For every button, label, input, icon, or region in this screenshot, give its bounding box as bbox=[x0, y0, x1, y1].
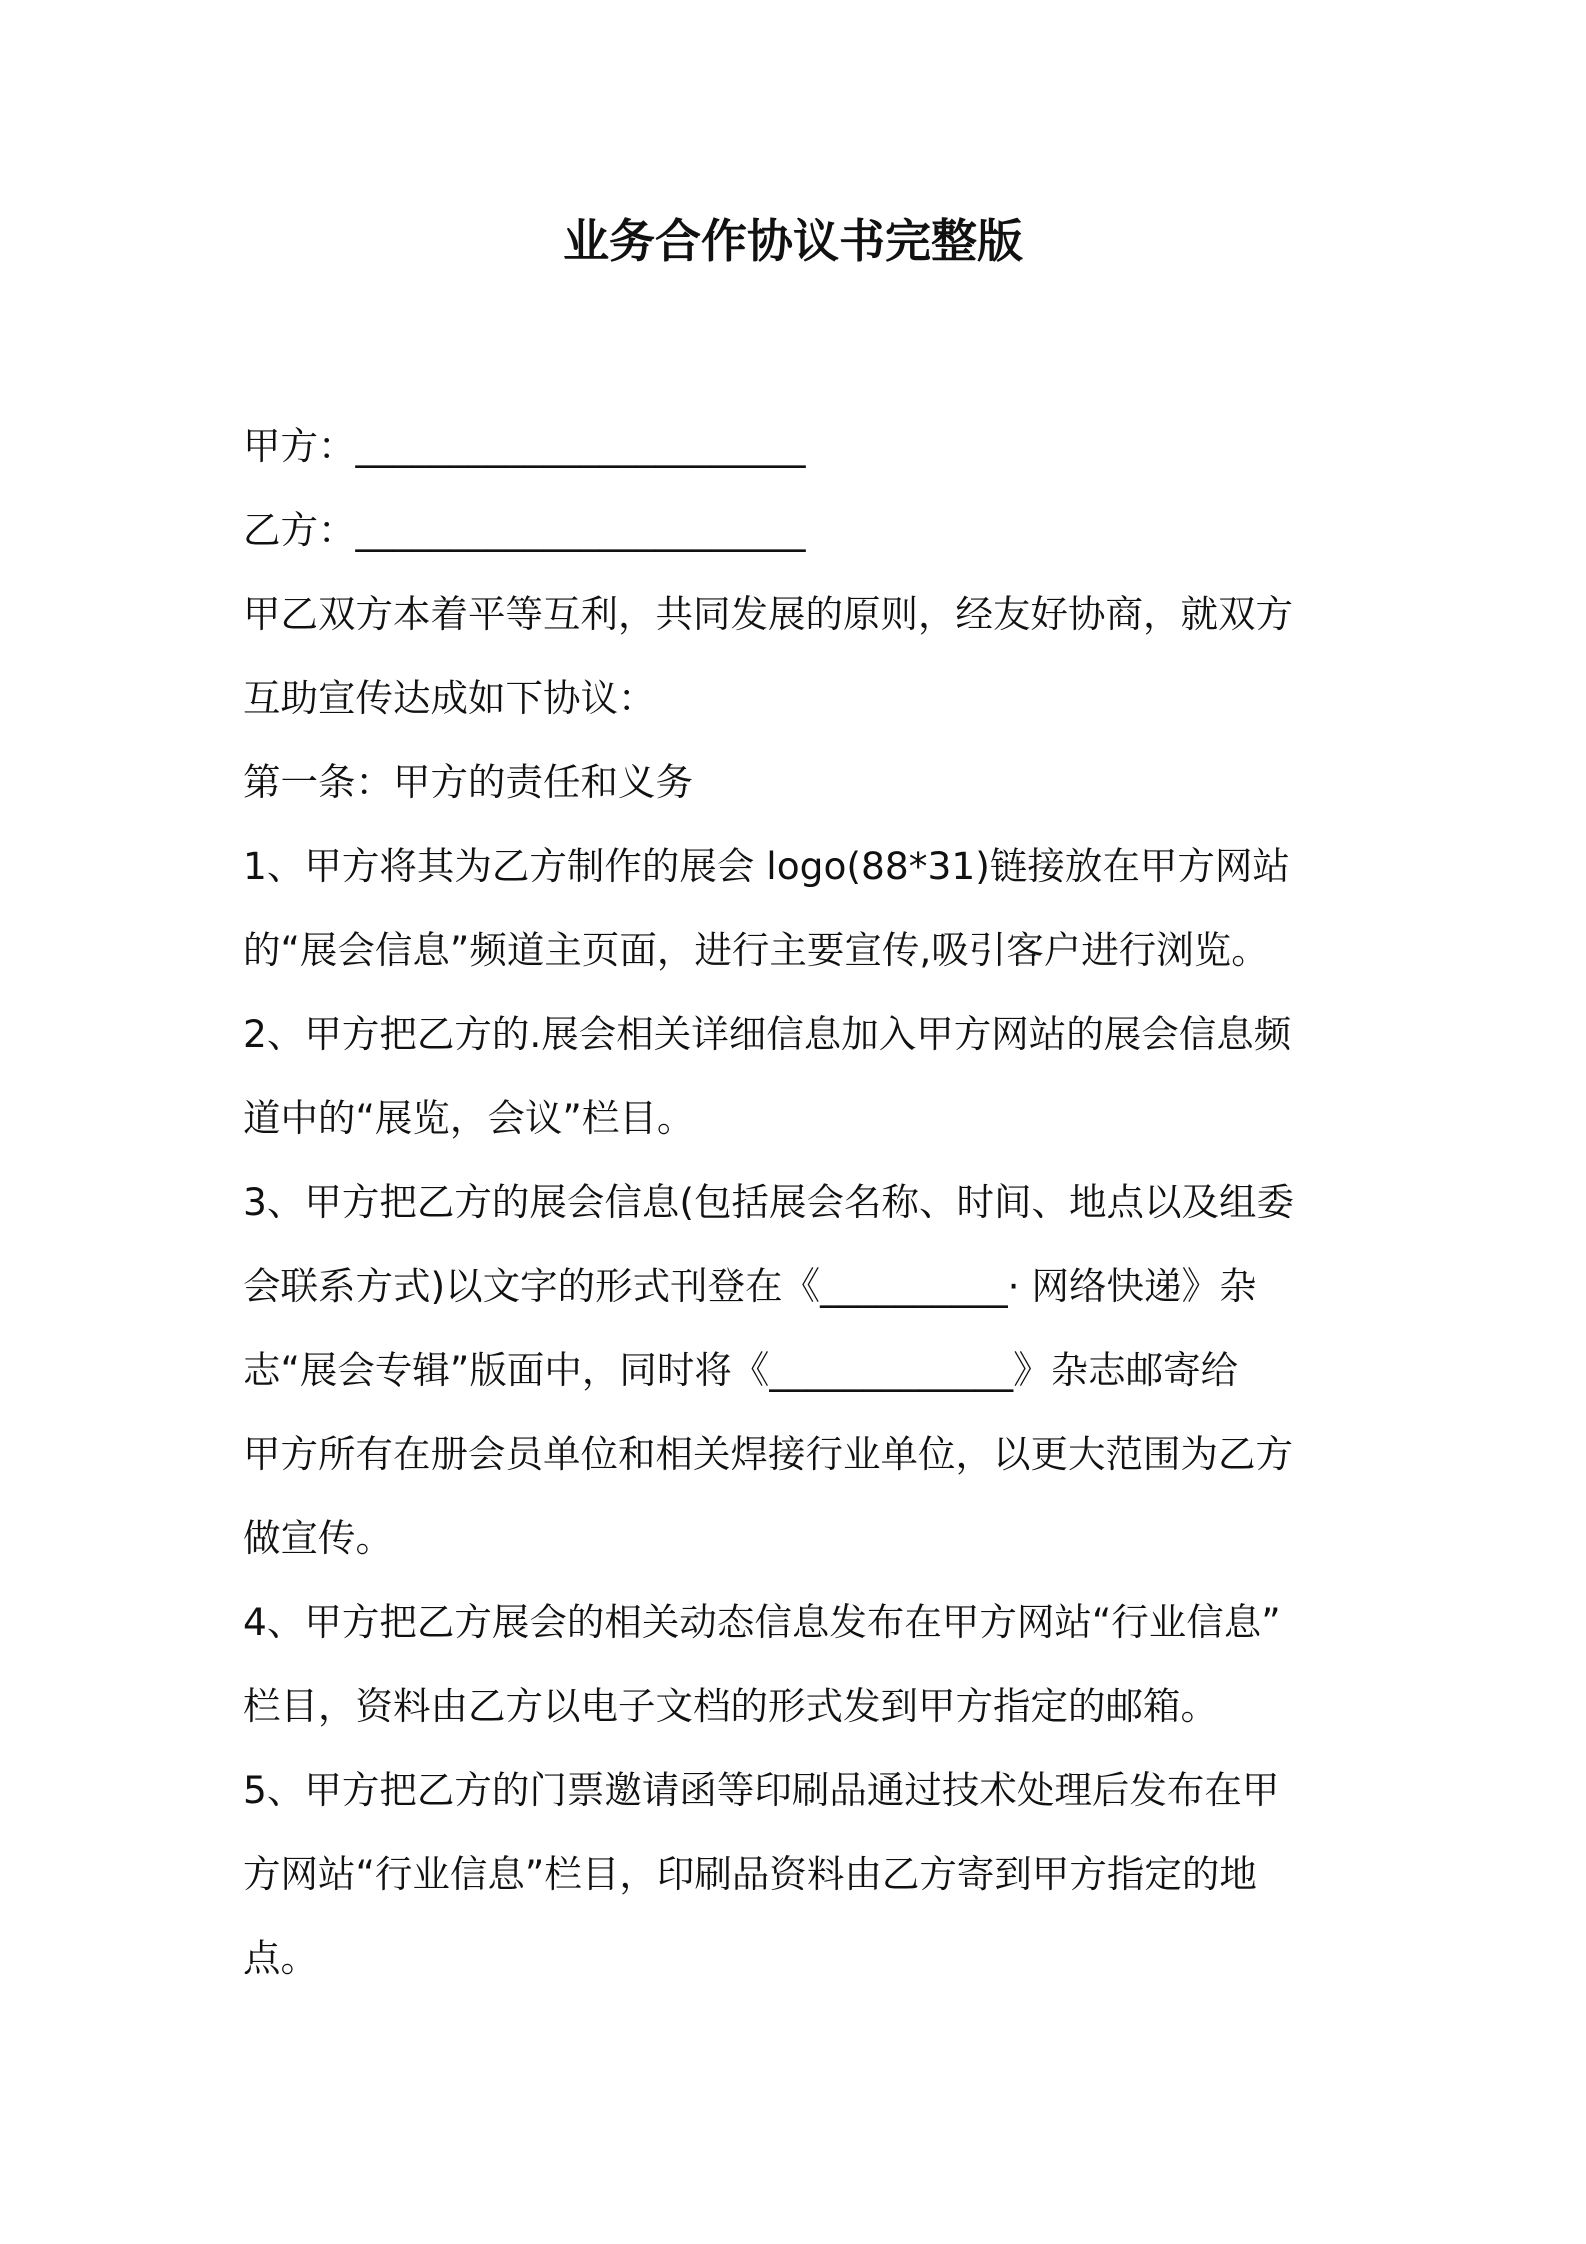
clause-1-line-2: 的“展会信息”频道主页面，进行主要宣传,吸引客户进行浏览。 bbox=[243, 928, 1269, 972]
clause-3-line-5: 做宣传。 bbox=[243, 1516, 393, 1560]
clause-2-line-2: 道中的“展览，会议”栏目。 bbox=[243, 1096, 695, 1140]
document-body bbox=[243, 404, 1355, 2000]
clause-5-line-1: 5、甲方把乙方的门票邀请函等印刷品通过技术处理后发布在甲 bbox=[243, 1768, 1280, 1812]
preamble-line-2: 互助宣传达成如下协议： bbox=[243, 676, 656, 720]
clause-5-line-2: 方网站“行业信息”栏目，印刷品资料由乙方寄到甲方指定的地 bbox=[243, 1852, 1257, 1896]
clause-3-line-3: 志“展会专辑”版面中，同时将《_____________》杂志邮寄给 bbox=[243, 1348, 1239, 1392]
clause-3-line-4: 甲方所有在册会员单位和相关焊接行业单位，以更大范围为乙方 bbox=[243, 1432, 1293, 1476]
article-1-heading: 第一条：甲方的责任和义务 bbox=[243, 760, 693, 804]
clause-4-line-1: 4、甲方把乙方展会的相关动态信息发布在甲方网站“行业信息” bbox=[243, 1600, 1281, 1644]
party-b-line: 乙方：________________________ bbox=[243, 508, 806, 552]
clause-5-line-3: 点。 bbox=[243, 1936, 318, 1980]
clause-3-line-1: 3、甲方把乙方的展会信息(包括展会名称、时间、地点以及组委 bbox=[243, 1180, 1294, 1224]
clause-2-line-1: 2、甲方把乙方的.展会相关详细信息加入甲方网站的展会信息频 bbox=[243, 1012, 1292, 1056]
party-a-line: 甲方：________________________ bbox=[243, 424, 806, 468]
clause-1-line-1: 1、甲方将其为乙方制作的展会 logo(88*31)链接放在甲方网站 bbox=[243, 844, 1290, 888]
clause-3-line-2: 会联系方式)以文字的形式刊登在《__________· 网络快递》杂 bbox=[243, 1264, 1257, 1308]
clause-4-line-2: 栏目，资料由乙方以电子文档的形式发到甲方指定的邮箱。 bbox=[243, 1684, 1218, 1728]
document-title: 业务合作协议书完整版 bbox=[563, 214, 1023, 268]
preamble-line-1: 甲乙双方本着平等互利，共同发展的原则，经友好协商，就双方 bbox=[243, 592, 1293, 636]
